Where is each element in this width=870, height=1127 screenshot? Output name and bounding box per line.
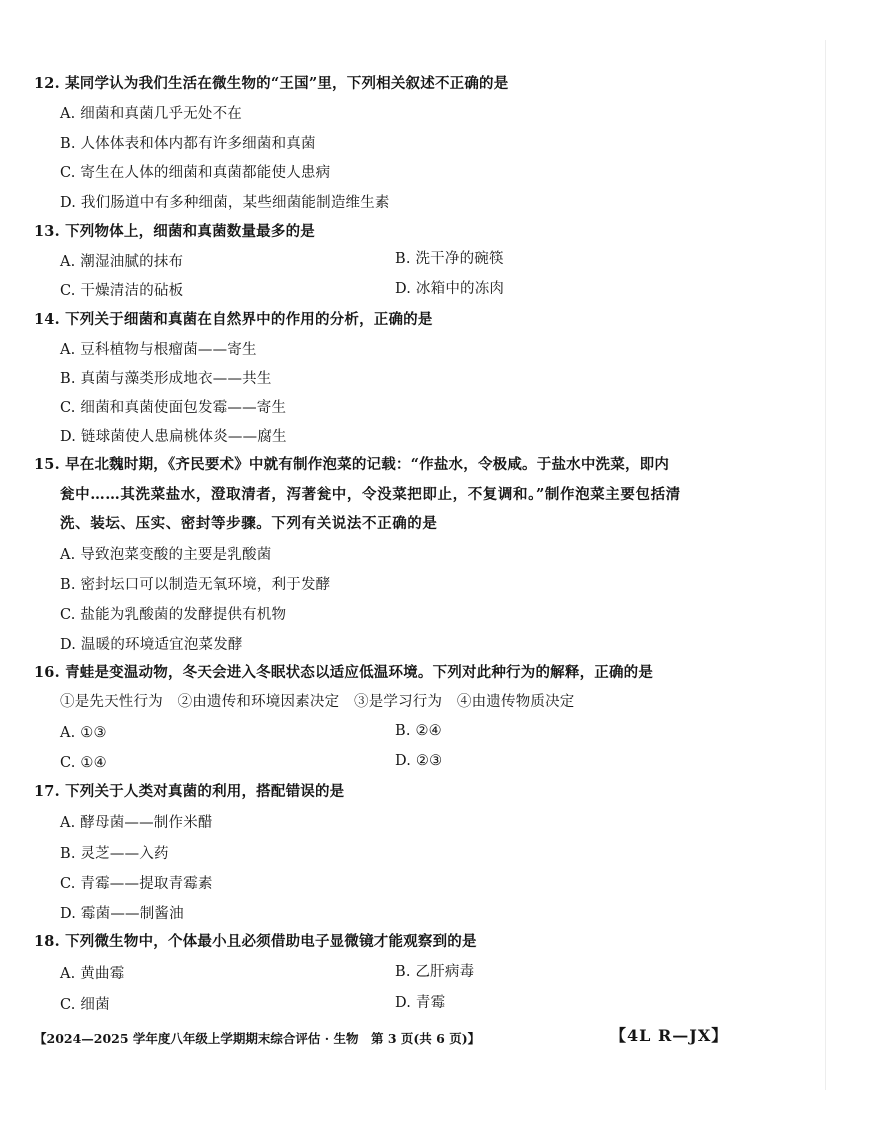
question-16-statements: ①是先天性行为 ②由遗传和环境因素决定 ③是学习行为 ④由遗传物质决定 [60,694,575,710]
question-12-stem: 12. 某同学认为我们生活在微生物的“王国”里，下列相关叙述不正确的是 [34,75,509,92]
question-15-option-b: B. 密封坛口可以制造无氧环境，利于发酵 [60,577,331,593]
question-17-option-d: D. 霉菌——制酱油 [60,906,184,922]
question-15-option-d: D. 温暖的环境适宜泡菜发酵 [60,637,243,653]
question-18-option-a: A. 黄曲霉 [60,966,125,982]
question-12-option-b: B. 人体体表和体内都有许多细菌和真菌 [60,136,316,152]
question-13-option-b: B. 洗干净的碗筷 [395,251,504,267]
question-16-option-d: D. ②③ [395,753,443,769]
question-15-stem-line-3: 洗、装坛、压实、密封等步骤。下列有关说法不正确的是 [60,515,438,532]
question-16-option-b: B. ②④ [395,723,442,739]
question-18-option-c: C. 细菌 [60,997,110,1013]
question-12-option-a: A. 细菌和真菌几乎无处不在 [60,106,242,122]
exam-code: 【4L R—JX】 [610,1026,729,1045]
question-17-option-b: B. 灵芝——入药 [60,846,169,862]
question-15-option-c: C. 盐能为乳酸菌的发酵提供有机物 [60,607,287,623]
question-16-stem: 16. 青蛙是变温动物，冬天会进入冬眠状态以适应低温环境。下列对此种行为的解释，正确的是 [34,664,654,681]
question-15-stem-line-1: 15. 早在北魏时期，《齐民要术》中就有制作泡菜的记载：“作盐水，令极咸。于盐水中洗菜，即内 [34,456,670,473]
question-13-option-c: C. 干燥清洁的砧板 [60,283,184,299]
question-18-option-d: D. 青霉 [395,995,446,1011]
question-16-option-a: A. ①③ [60,725,107,741]
question-14-stem: 14. 下列关于细菌和真菌在自然界中的作用的分析，正确的是 [34,311,433,328]
question-17-stem: 17. 下列关于人类对真菌的利用，搭配错误的是 [34,783,345,800]
question-12-option-d: D. 我们肠道中有多种细菌，某些细菌能制造维生素 [60,195,390,211]
question-14-option-a: A. 豆科植物与根瘤菌——寄生 [60,342,257,358]
scan-edge-line [825,40,826,1090]
question-15-option-a: A. 导致泡菜变酸的主要是乳酸菌 [60,547,272,563]
question-13-option-d: D. 冰箱中的冻肉 [395,281,505,297]
question-17-option-c: C. 青霉——提取青霉素 [60,876,213,892]
question-18-stem: 18. 下列微生物中，个体最小且必须借助电子显微镜才能观察到的是 [34,933,477,950]
question-13-option-a: A. 潮湿油腻的抹布 [60,254,184,270]
question-14-option-b: B. 真菌与藻类形成地衣——共生 [60,371,272,387]
question-13-stem: 13. 下列物体上，细菌和真菌数量最多的是 [34,223,315,240]
question-18-option-b: B. 乙肝病毒 [395,964,475,980]
question-15-stem-line-2: 瓮中……其洗菜盐水，澄取清者，泻著瓮中，令没菜把即止，不复调和。”制作泡菜主要包括清 [60,486,681,503]
question-14-option-c: C. 细菌和真菌使面包发霉——寄生 [60,400,287,416]
question-12-option-c: C. 寄生在人体的细菌和真菌都能使人患病 [60,165,331,181]
question-16-option-c: C. ①④ [60,755,107,771]
page-footer-info: 【2024—2025 学年度八年级上学期期末综合评估 · 生物 第 3 页(共 6 页)】 [34,1031,481,1046]
question-17-option-a: A. 酵母菌——制作米醋 [60,815,213,831]
question-14-option-d: D. 链球菌使人患扁桃体炎——腐生 [60,429,287,445]
